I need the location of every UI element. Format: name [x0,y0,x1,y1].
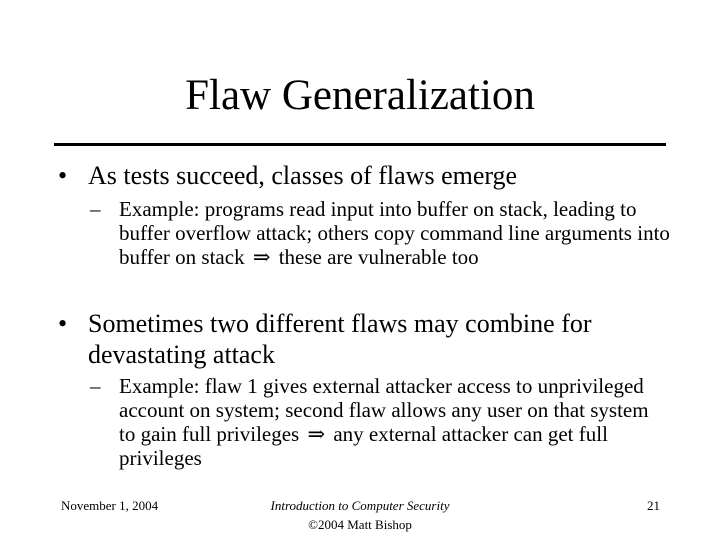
title-divider [54,143,666,146]
slide-title: Flaw Generalization [185,72,535,119]
bullet-2 [58,308,658,370]
implies-arrow-icon: ⇒ [252,245,271,269]
footer-course: Introduction to Computer Security [270,498,450,513]
sub-bullet-2-text [119,374,670,470]
sub-bullet-2-after: any external attacker can get full privileges [119,422,608,470]
footer-center [200,496,520,534]
sub-bullet-1-text [119,197,670,269]
implies-arrow-icon: ⇒ [307,422,326,446]
sub-bullet-2 [90,374,670,470]
footer-date: November 1, 2004 [61,498,159,513]
bullet-2-text: Sometimes two different flaws may combine for devastating attack [88,309,592,369]
sub-bullet-1-after: these are vulnerable too [278,245,479,269]
sub-bullet-dash: – [90,197,101,221]
page-number: 21 [647,498,660,513]
bullet-1 [58,160,658,191]
footer-copyright: ©2004 Matt Bishop [308,517,412,532]
bullet-dot: • [58,309,68,338]
sub-bullet-1-before: Example: programs read input into buffer on stack, leading to buffer overflow attack; others copy command line arguments into buffer on stack [119,197,670,269]
sub-bullet-dash: – [90,374,101,398]
bullet-1-text: As tests succeed, classes of flaws emerge [88,161,518,190]
sub-bullet-2-before: Example: flaw 1 gives external attacker access to unprivileged account on system; second flaw allows any user on that system to gain full privileges [119,374,649,446]
bullet-dot: • [58,161,68,190]
sub-bullet-1 [90,197,670,269]
